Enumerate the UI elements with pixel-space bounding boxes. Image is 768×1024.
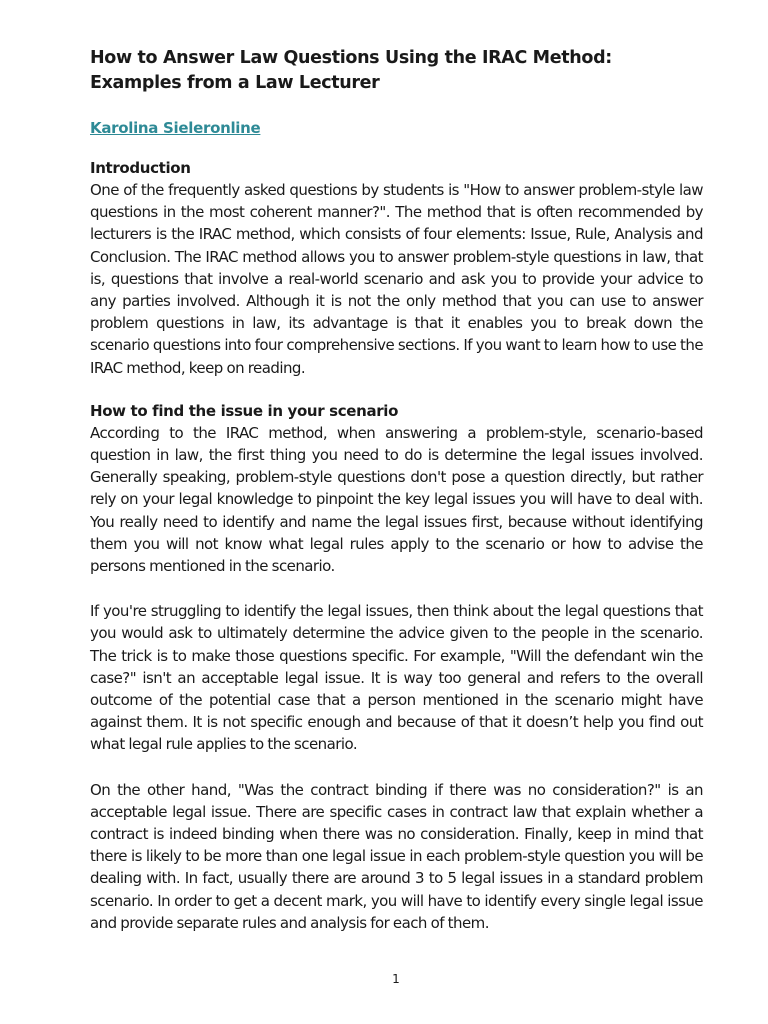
author-link[interactable]: Karolina Sieleronline — [90, 119, 261, 137]
page-number: 1 — [392, 972, 400, 986]
section-heading-find-issue: How to find the issue in your scenario — [90, 401, 399, 420]
paragraph-introduction: One of the frequently asked questions by students is "How to answer problem-style law questions in the most coherent manner?". The method that is often recommended by lecturers is the IRAC method, which consists of four elements: Issue, Rule, Analysis and Conclusion. The IRAC method allows you to answer problem-style questions in law, that is, questions that involve a real-world scenario and ask you to provide your advice to any parties involved. Although it is not the only method that you can use to answer problem questions in law, its advantage is that it enables you to break down the scenario questions into four comprehensive sections. If you want to learn how to use the IRAC method, keep on reading. — [90, 181, 703, 377]
document-page — [90, 46, 703, 934]
paragraph-find-issue-1: According to the IRAC method, when answering a problem-style, scenario-based question in law, the first thing you need to do is determine the legal issues involved. Generally speaking, problem-style questions don't pose a question directly, but rather rely on your legal knowledge to pinpoint the key legal issues you will have to deal with. You really need to identify and name the legal issues first, because without identifying them you will not know what legal rules apply to the scenario or how to advise the persons mentioned in the scenario. — [90, 423, 703, 576]
paragraph-find-issue-2: If you're struggling to identify the legal issues, then think about the legal questions that you would ask to ultimately determine the advice given to the people in the scenario. The trick is to make those questions specific. For example, "Will the defendant win the case?" isn't an acceptable legal issue. It is way too general and refers to the overall outcome of the potential case that a person mentioned in the scenario might have against them. It is not specific enough and because of that it doesn’t help you find out what legal rule applies to the scenario. — [90, 602, 703, 754]
section-heading-introduction: Introduction — [90, 159, 191, 177]
document-title: How to Answer Law Questions Using the IRAC Method: Examples from a Law Lecturer — [90, 48, 612, 93]
paragraph-find-issue-3: On the other hand, "Was the contract binding if there was no consideration?" is an acceptable legal issue. There are specific cases in contract law that explain whether a contract is indeed binding when there was no consideration. Finally, keep in mind that there is likely to be more than one legal issue in each problem-style question you will be dealing with. In fact, usually there are around 3 to 5 legal issues in a standard problem scenario. In order to get a decent mark, you will have to identify every single legal issue and provide separate rules and analysis for each of them. — [90, 780, 703, 932]
